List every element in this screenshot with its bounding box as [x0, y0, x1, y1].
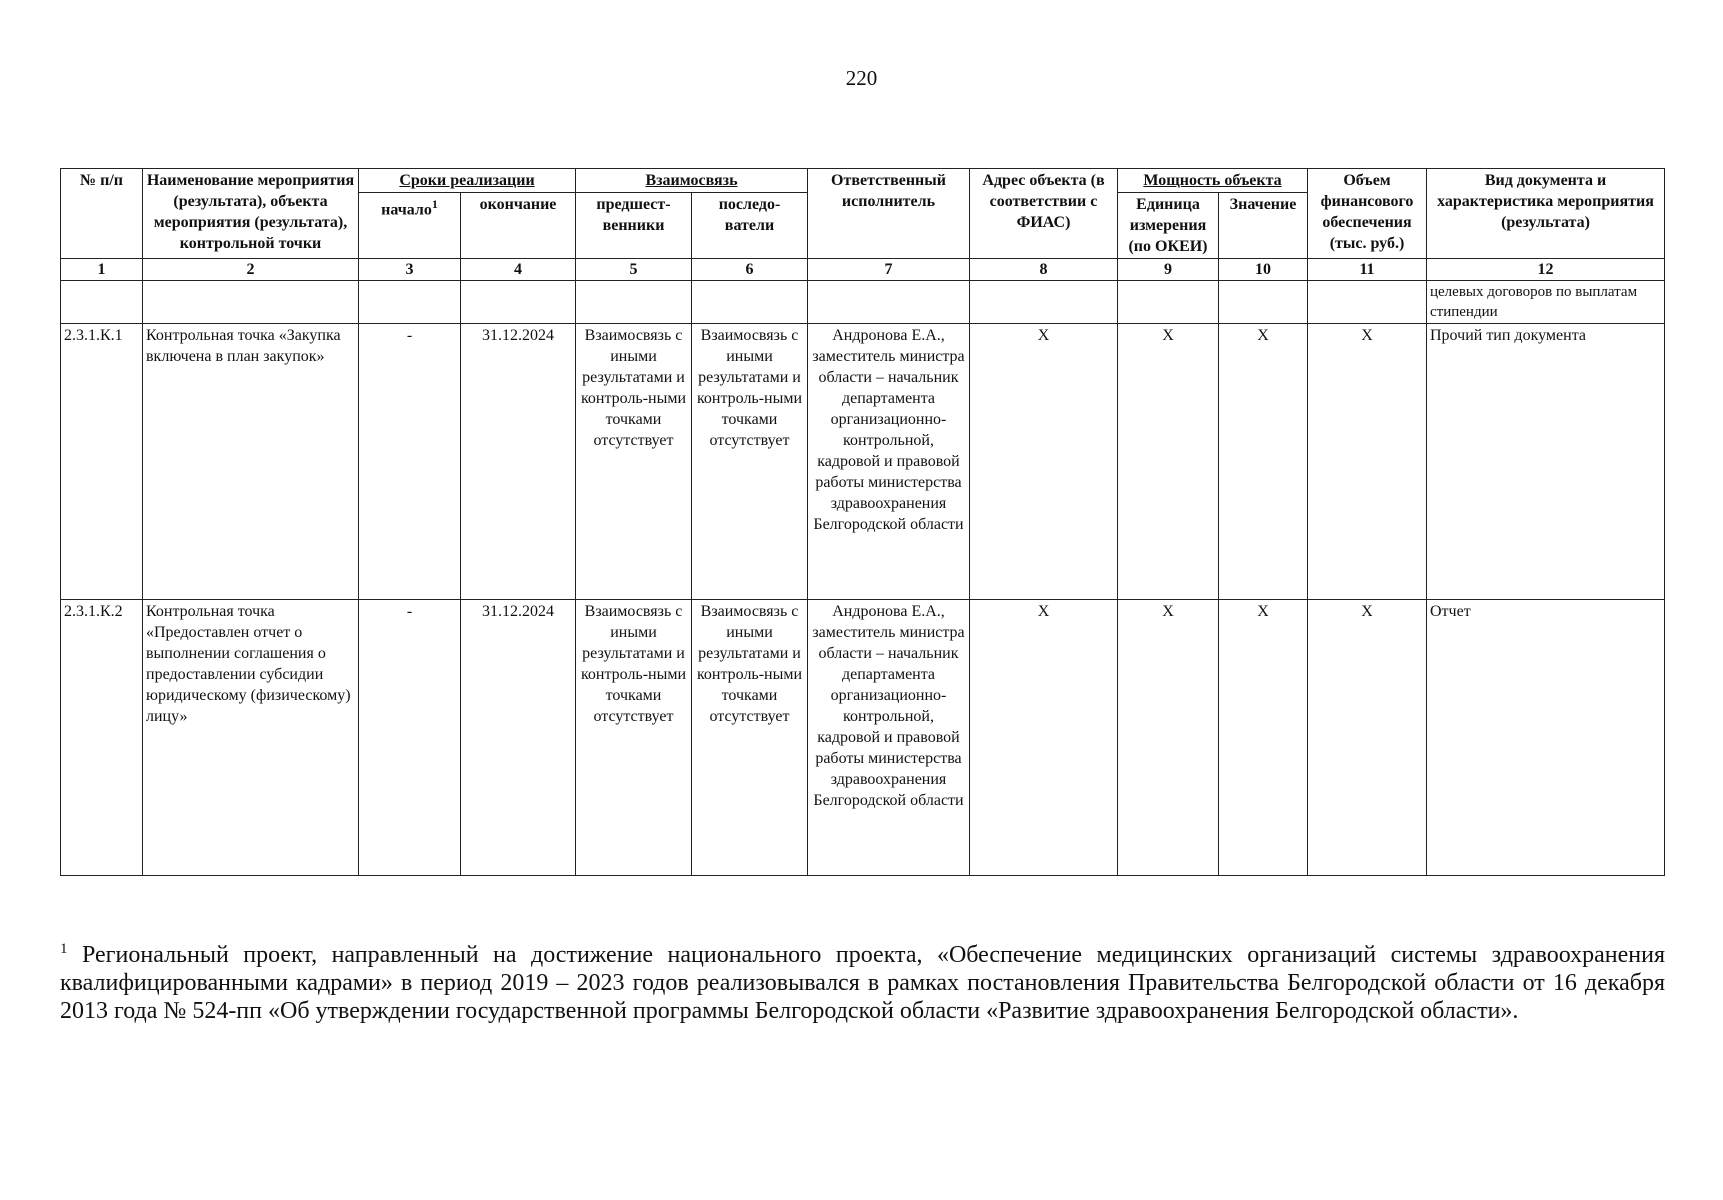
cell-empty — [1118, 281, 1219, 324]
cell-empty — [808, 281, 970, 324]
table-row — [61, 600, 1665, 876]
column-number: 9 — [1118, 259, 1219, 281]
header-row-1 — [61, 169, 1665, 193]
header-unit: Единица измерения (по ОКЕИ) — [1118, 193, 1219, 259]
cell-responsible: Андронова Е.А., заместитель министра области – начальник департамента организационно-контрольной, кадровой и правовой работы министерства здравоохранения Белгородской области — [808, 324, 970, 600]
plan-table-wrapper — [60, 168, 1664, 876]
cell-empty — [359, 281, 461, 324]
header-value: Значение — [1219, 193, 1308, 259]
cell-empty — [576, 281, 692, 324]
column-number: 6 — [692, 259, 808, 281]
header-deadlines: Сроки реализации — [359, 169, 576, 193]
cell-next: Взаимосвязь с иными результатами и контроль-ными точками отсутствует — [692, 600, 808, 876]
header-start — [359, 193, 461, 259]
cell-start: - — [359, 600, 461, 876]
table-row — [61, 324, 1665, 600]
cell-unit: Х — [1118, 324, 1219, 600]
column-number: 12 — [1427, 259, 1665, 281]
cell-prev: Взаимосвязь с иными результатами и контроль-ными точками отсутствует — [576, 600, 692, 876]
continuation-row — [61, 281, 1665, 324]
header-prev: предшест-венники — [576, 193, 692, 259]
cell-unit: Х — [1118, 600, 1219, 876]
cell-finance: Х — [1308, 324, 1427, 600]
header-address: Адрес объекта (в соответствии с ФИАС) — [970, 169, 1118, 259]
column-number-row — [61, 259, 1665, 281]
header-name: Наименование мероприятия (результата), объекта мероприятия (результата), контрольной точки — [143, 169, 359, 259]
column-number: 7 — [808, 259, 970, 281]
cell-responsible: Андронова Е.А., заместитель министра области – начальник департамента организационно-контрольной, кадровой и правовой работы министерства здравоохранения Белгородской области — [808, 600, 970, 876]
cell-start: - — [359, 324, 461, 600]
cell-empty — [970, 281, 1118, 324]
cell-end: 31.12.2024 — [461, 600, 576, 876]
cell-address: Х — [970, 324, 1118, 600]
column-number: 1 — [61, 259, 143, 281]
table-body — [61, 259, 1665, 876]
cell-doc: Отчет — [1427, 600, 1665, 876]
cell-value: Х — [1219, 324, 1308, 600]
header-responsible: Ответственный исполнитель — [808, 169, 970, 259]
header-end: окончание — [461, 193, 576, 259]
header-num: № п/п — [61, 169, 143, 259]
cell-empty — [461, 281, 576, 324]
column-number: 3 — [359, 259, 461, 281]
cell-empty — [692, 281, 808, 324]
cell-doc: целевых договоров по выплатам стипендии — [1427, 281, 1665, 324]
header-finance: Объем финансового обеспечения (тыс. руб.) — [1308, 169, 1427, 259]
header-doc-type: Вид документа и характеристика мероприятия (результата) — [1427, 169, 1665, 259]
cell-finance: Х — [1308, 600, 1427, 876]
column-number: 4 — [461, 259, 576, 281]
cell-empty — [143, 281, 359, 324]
cell-end: 31.12.2024 — [461, 324, 576, 600]
cell-prev: Взаимосвязь с иными результатами и контроль-ными точками отсутствует — [576, 324, 692, 600]
column-number: 2 — [143, 259, 359, 281]
column-number: 5 — [576, 259, 692, 281]
header-next: последо-ватели — [692, 193, 808, 259]
cell-empty — [1308, 281, 1427, 324]
page-number: 220 — [845, 66, 878, 90]
cell-doc: Прочий тип документа — [1427, 324, 1665, 600]
footnote-text: Региональный проект, направленный на достижение национального проекта, «Обеспечение медицинских организаций системы здравоохранения квалифицированными кадрами» в период 2019 – 2023 годов реализовывался в рамках постановления Правительства Белгородской области от 16 декабря 2013 года № 524-пп «Об утверждении государственной программы Белгородской области «Развитие здравоохранения Белгородской области». — [60, 942, 1666, 1024]
cell-empty — [61, 281, 143, 324]
footnote-marker: 1 — [60, 941, 68, 957]
table-header — [61, 169, 1665, 259]
plan-table — [60, 168, 1665, 876]
header-relation: Взаимосвязь — [576, 169, 808, 193]
cell-address: Х — [970, 600, 1118, 876]
cell-next: Взаимосвязь с иными результатами и контроль-ными точками отсутствует — [692, 324, 808, 600]
footnote-ref: 1 — [431, 197, 438, 211]
cell-value: Х — [1219, 600, 1308, 876]
cell-name: Контрольная точка «Предоставлен отчет о выполнении соглашения о предоставлении субсидии юридическому (физическому) лицу» — [143, 600, 359, 876]
cell-name: Контрольная точка «Закупка включена в план закупок» — [143, 324, 359, 600]
cell-empty — [1219, 281, 1308, 324]
cell-num: 2.3.1.К.1 — [61, 324, 143, 600]
column-number: 8 — [970, 259, 1118, 281]
footnote — [60, 935, 1665, 1025]
cell-num: 2.3.1.К.2 — [61, 600, 143, 876]
column-number: 10 — [1219, 259, 1308, 281]
header-start-label: начало — [381, 201, 432, 219]
column-number: 11 — [1308, 259, 1427, 281]
header-capacity: Мощность объекта — [1118, 169, 1308, 193]
